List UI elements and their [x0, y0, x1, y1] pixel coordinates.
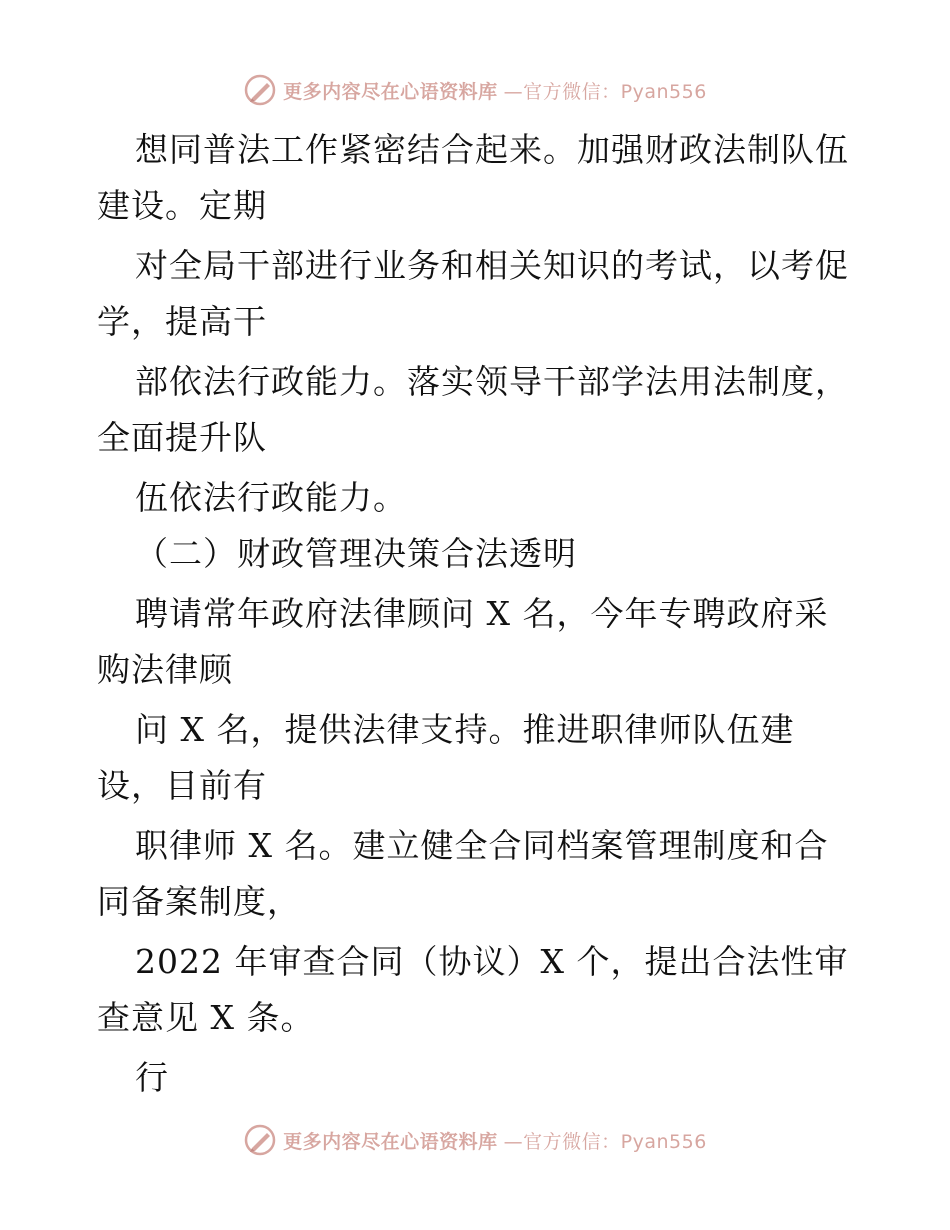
text-line: 全面提升队 [97, 418, 267, 457]
watermark-main-text: 更多内容尽在心语资料库 [283, 1130, 498, 1153]
watermark-sub-text: —官方微信：Pyan556 [503, 80, 707, 103]
text-line: 部依法行政能力。落实领导干部学法用法制度， [135, 362, 849, 401]
pen-logo-icon [243, 1123, 277, 1157]
text-line: 对全局干部进行业务和相关知识的考试，以考促 [135, 246, 849, 285]
text-line: 学，提高干 [97, 302, 267, 341]
text-line: 查意见 X 条。 [97, 998, 315, 1037]
watermark-sub-text: —官方微信：Pyan556 [503, 1130, 707, 1153]
section-heading: （二）财政管理决策合法透明 [135, 534, 577, 573]
text-line: 设，目前有 [97, 766, 267, 805]
text-line: 购法律顾 [97, 650, 233, 689]
text-line: 行 [135, 1058, 169, 1097]
text-line: 伍依法行政能力。 [135, 478, 407, 517]
footer-watermark [0, 1120, 950, 1160]
text-line: 建设。定期 [97, 186, 267, 225]
header-watermark [0, 70, 950, 110]
text-line: 想同普法工作紧密结合起来。加强财政法制队伍 [135, 130, 849, 169]
text-line: 职律师 X 名。建立健全合同档案管理制度和合 [135, 826, 829, 865]
text-line: 聘请常年政府法律顾问 X 名，今年专聘政府采 [135, 594, 829, 633]
text-line: 问 X 名，提供法律支持。推进职律师队伍建 [135, 710, 795, 749]
text-line: 2022 年审查合同（协议）X 个，提出合法性审 [135, 942, 849, 981]
watermark-main-text: 更多内容尽在心语资料库 [283, 80, 498, 103]
text-line: 同备案制度， [97, 882, 301, 921]
pen-logo-icon [243, 73, 277, 107]
